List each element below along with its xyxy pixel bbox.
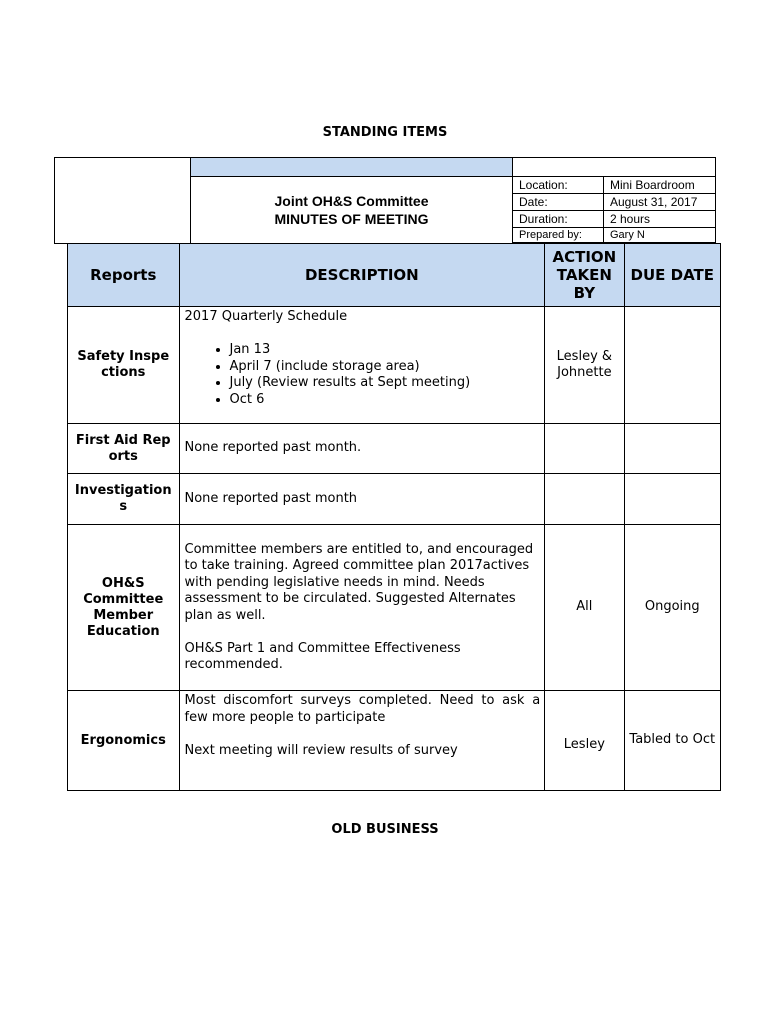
- description-cell: [179, 307, 545, 424]
- old-business-heading: OLD BUSINESS: [331, 822, 439, 837]
- table-row: [68, 525, 721, 691]
- description-cell: [179, 525, 545, 691]
- action-taken-by: Lesley & Johnette: [545, 307, 624, 424]
- description-cell: [179, 691, 545, 791]
- list-item: • April 7 (include storage area): [230, 359, 541, 376]
- description-paragraph: Most discomfort surveys completed. Need to ask a few more people to participate: [184, 693, 541, 725]
- header-due-date: DUE DATE: [624, 244, 720, 307]
- list-item: • July (Review results at Sept meeting): [230, 375, 541, 392]
- standing-items-table: [67, 243, 721, 791]
- table-header-row: [68, 244, 721, 307]
- info-label: Date:: [513, 194, 604, 211]
- report-name: Ergonomics: [68, 691, 180, 791]
- title-line-1: Joint OH&S Committee: [274, 193, 429, 209]
- title-line-2: MINUTES OF MEETING: [274, 211, 429, 227]
- description-cell: None reported past month.: [179, 424, 545, 474]
- list-item: • Jan 13: [230, 342, 541, 359]
- info-value: August 31, 2017: [604, 194, 716, 211]
- table-row: [68, 691, 721, 791]
- report-name: First Aid Reports: [68, 424, 180, 474]
- info-label: Location:: [513, 177, 604, 194]
- description-cell: None reported past month: [179, 474, 545, 525]
- report-name: Investigations: [68, 474, 180, 525]
- due-date: Ongoing: [624, 525, 720, 691]
- due-date: [624, 424, 720, 474]
- standing-items-heading: STANDING ITEMS: [322, 125, 448, 140]
- due-date: [624, 474, 720, 525]
- header-reports: Reports: [68, 244, 180, 307]
- report-name: Safety Inspections: [68, 307, 180, 424]
- header-description: DESCRIPTION: [179, 244, 545, 307]
- info-label: Prepared by:: [513, 228, 604, 243]
- info-value: Mini Boardroom: [604, 177, 716, 194]
- due-date: Tabled to Oct: [624, 691, 720, 791]
- description-paragraph: Committee members are entitled to, and encouraged to take training. Agreed committee plan 2017actives with pending legislative needs in mind. Needs assessment to be circulated. Suggested Alternates plan as well.: [184, 541, 534, 623]
- schedule-list: [185, 342, 541, 408]
- title-accent-bar: [190, 157, 513, 177]
- description-intro: 2017 Quarterly Schedule: [184, 309, 348, 324]
- table-row: [68, 307, 721, 424]
- list-item: • Oct 6: [230, 392, 541, 409]
- info-top-cell: [512, 157, 716, 177]
- action-taken-by: [545, 424, 624, 474]
- info-value: Gary N: [604, 228, 716, 243]
- table-row: [68, 424, 721, 474]
- info-label: Duration:: [513, 211, 604, 228]
- report-name: OH&S Committee Member Education: [68, 525, 180, 691]
- info-row-prepared-by: [513, 228, 716, 243]
- description-paragraph: Next meeting will review results of survey: [184, 742, 458, 758]
- info-row-date: [513, 194, 716, 211]
- meeting-title: [190, 176, 513, 244]
- info-row-location: [513, 177, 716, 194]
- description-paragraph: OH&S Part 1 and Committee Effectiveness recommended.: [184, 640, 461, 672]
- due-date: [624, 307, 720, 424]
- info-row-duration: [513, 211, 716, 228]
- meeting-info-table: [512, 176, 716, 243]
- action-taken-by: Lesley: [545, 691, 624, 791]
- logo-placeholder: [54, 157, 191, 244]
- table-row: [68, 474, 721, 525]
- header-action-taken-by: ACTION TAKEN BY: [545, 244, 624, 307]
- info-value: 2 hours: [604, 211, 716, 228]
- action-taken-by: All: [545, 525, 624, 691]
- action-taken-by: [545, 474, 624, 525]
